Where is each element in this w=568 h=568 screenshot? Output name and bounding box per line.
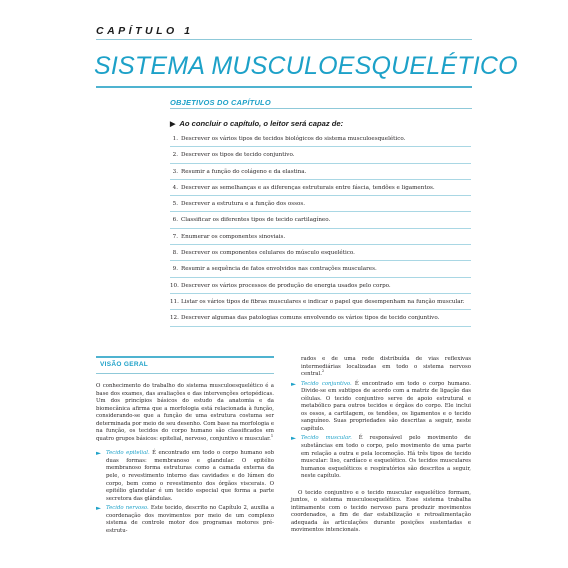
citation-sup: 2 (321, 369, 325, 374)
objective-item (170, 164, 471, 180)
blue-arrow-icon: ► (96, 449, 101, 458)
header-rule-top (96, 39, 472, 40)
text-epithelial: É encontrado em todo o corpo humano sob duas formas: membranoso e glandular. O epitélio membranoso forma estruturas como a camada externa da pele, o revestimento interno das cavidades e do lúmen do corpo, bem como o revestimento dos órgãos viscerais. O epitélio glandular é um tecido especial que forma a parte secretora das glândulas. (106, 450, 274, 502)
objective-item (170, 147, 471, 163)
objective-number: 2. (172, 152, 178, 159)
objective-item (170, 310, 471, 326)
objective-text: Classificar os diferentes tipos de tecido cartilagíneo. (181, 217, 331, 224)
term-muscular: Tecido muscular. (301, 435, 352, 442)
bullet-epithelial (96, 450, 274, 503)
text-muscular: É responsável pelo movimento de substâncias em todo o corpo, pelo movimento de uma parte em relação a outra e pela locomoção. Há três tipos de tecido muscular: liso, cardíaco e esquelético. Os tecidos musculares humanos esqueléticos e respiratórios são descritos a seguir, neste capítulo. (301, 435, 471, 480)
term-connective: Tecido conjuntivo. (301, 380, 352, 387)
overview-heading: VISÃO GERAL (100, 361, 149, 368)
text-connective: É encontrado em todo o corpo humano. Divide-se em subtipos de acordo com a matriz de ligação das células. O tecido conjuntivo serve de apoio estrutural e metabólico para outros tecidos e órgãos do corpo. Ele inclui os ossos, a cartilagem, os tendões, os ligamentos e o tecido sanguíneo. Suas propriedades são descritas a seguir, neste capítulo. (301, 380, 471, 432)
bullet-muscular (291, 435, 471, 480)
overview-left-column (96, 383, 274, 535)
chapter-title: SISTEMA MUSCULOESQUELÉTICO (94, 52, 518, 80)
triangle-bullet-icon: ▶ (170, 121, 176, 128)
objective-item (170, 278, 471, 294)
objective-text: Descrever as semelhanças e as diferenças estruturais entre fáscia, tendões e ligamentos. (181, 184, 435, 191)
objective-item (170, 294, 471, 310)
text-nervous: Este tecido, descrito no Capítulo 2, auxilia a coordenação dos movimentos por meio de um complexo sistema de controle motor dos programas motores pré-estrutu- (106, 505, 275, 534)
chapter-label: CAPÍTULO 1 (96, 25, 194, 37)
objective-text: Enumerar os componentes sinoviais. (181, 233, 286, 240)
objective-number: 1. (172, 136, 178, 142)
objective-item (170, 245, 471, 261)
objectives-lead-text: Ao concluir o capítulo, o leitor será capaz de: (179, 119, 344, 128)
objectives-heading: OBJETIVOS DO CAPÍTULO (170, 98, 271, 107)
bullet-nervous (96, 505, 274, 535)
term-nervous: Tecido nervoso. (106, 505, 149, 512)
objective-text: Descrever os componentes celulares do músculo esquelético. (181, 250, 355, 257)
title-rule (96, 86, 472, 88)
objective-text: Resumir a função do colágeno e da elastina. (181, 168, 307, 175)
objective-text: Descrever os vários processos de produção de energia usados pelo corpo. (181, 282, 391, 289)
objective-number: 4. (172, 184, 178, 191)
objective-number: 6. (172, 217, 178, 224)
objective-number: 10. (170, 282, 179, 289)
objective-number: 5. (172, 201, 178, 208)
objectives-lead (170, 119, 343, 128)
overview-closing: O tecido conjuntivo e o tecido muscular esquelético formam, juntos, o sistema musculoesquelético. Esse sistema trabalha intimamente com o tecido nervoso para produzir movimentos coordenados, a fim de dar estabilização e retroalimentação adequada às articulações durante posições sustentadas e movimentos intencionais. (291, 489, 471, 534)
term-epithelial: Tecido epitelial. (106, 450, 150, 457)
objective-text: Descrever a estrutura e a função dos ossos. (181, 201, 305, 208)
objective-item (170, 131, 471, 147)
objective-item (170, 180, 471, 196)
objective-number: 8. (172, 250, 178, 257)
objective-text: Descrever os tipos de tecido conjuntivo. (181, 152, 295, 159)
objective-text: Resumir a sequência de fatos envolvidos nas contrações musculares. (181, 266, 377, 273)
objective-text: Descrever os vários tipos de tecidos biológicos do sistema musculoesquelético. (181, 136, 406, 142)
overview-top-rule (96, 356, 274, 358)
overview-heading-rule (96, 373, 274, 374)
citation-sup: 1 (270, 434, 274, 439)
blue-arrow-icon: ► (291, 434, 296, 443)
objectives-list (170, 131, 471, 327)
objective-number: 7. (172, 233, 178, 240)
objective-item (170, 261, 471, 277)
bullet-connective (291, 381, 471, 434)
objective-item (170, 212, 471, 228)
overview-intro: O conhecimento do trabalho do sistema musculoesquelético é a base dos exames, das avaliações e das intervenções ortopédicas. Um dos princípios básicos do estudo da anatomia e da biomecânica afirma que a morfologia está relacionada à função, considerando-se que a função de uma estrutura costuma ser determinada por meio de seu desenho. Com base na morfologia e na função, os tecidos do corpo humano são classificados em quatro grupos básicos: epitelial, nervoso, conjuntivo e muscular.$^1$ (96, 383, 274, 442)
objective-item (170, 196, 471, 212)
blue-arrow-icon: ► (291, 379, 296, 388)
blue-arrow-icon: ► (96, 504, 101, 513)
overview-continuation: rados e de uma rede distribuída de vias reflexivas intermediárias localizadas em todo o sistema nervoso central.$^2$ (301, 356, 471, 378)
objectives-heading-rule (170, 108, 472, 109)
objective-number: 9. (172, 266, 178, 273)
objective-number: 3. (172, 168, 178, 175)
objective-number: 11. (170, 298, 179, 305)
objective-text: Descrever algumas das patologias comuns envolvendo os vários tipos de tecido conjuntivo. (181, 315, 440, 322)
objective-item (170, 229, 471, 245)
objective-text: Listar os vários tipos de fibras musculares e indicar o papel que desempenham na função muscular. (181, 298, 465, 305)
objective-number: 12. (170, 315, 179, 322)
overview-right-column (291, 356, 471, 535)
